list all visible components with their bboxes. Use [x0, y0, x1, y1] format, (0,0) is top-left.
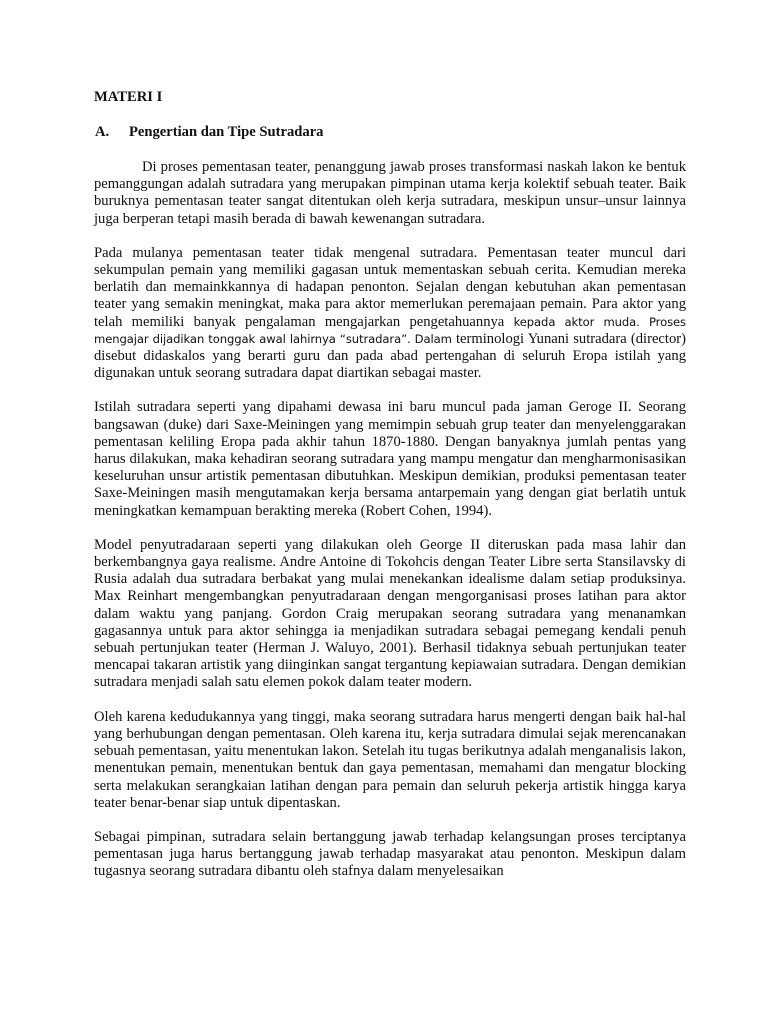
paragraph-2-part-1: Pada mulanya pementasan teater tidak mengenal sutradara. Pementasan teater muncul dari sekumpulan pemain yang memiliki gagasan untuk mementaskan sebuah cerita. Kemudian mereka berlatih dan memainkkannya di hadapan penonton. Sejalan dengan kebutuhan akan pementasan teater yang semakin meningkat, maka para aktor memerlukan peremajaan pemain. Para aktor yang telah memiliki banyak pengalaman mengajarkan pengetahuannya: [94, 244, 686, 330]
paragraph-1: Di proses pementasan teater, penanggung jawab proses transformasi naskah lakon ke bentuk pemanggungan adalah sutradara yang merupakan pimpinan utama kerja kolektif sebuah teater. Baik buruknya pementasan teater sangat ditentukan oleh kerja sutradara, meskipun unsur–unsur lainnya juga berperan tetapi masih berada di bawah kewenangan sutradara.: [94, 159, 686, 227]
paragraph-3: Istilah sutradara seperti yang dipahami dewasa ini baru muncul pada jaman Geroge II. Seorang bangsawan (duke) dari Saxe-Meiningen yang memimpin sebuah grup teater dan menyelenggarakan pementasan keliling Eropa pada akhir tahun 1870-1880. Dengan banyaknya jumlah pentas yang harus dilakukan, maka kehadiran seorang sutradara yang mampu mengatur dan mengharmonisasikan keseluruhan unsur artistik pementasan dibutuhkan. Meskipun demikian, produksi pementasan teater Saxe-Meiningen masih mengutamakan kerja bersama antarpemain yang dengan giat berlatih untuk meningkatkan kemampuan berakting mereka (Robert Cohen, 1994).: [94, 399, 686, 519]
paragraph-2-part-3: terminologi Yunani sutradara (director) disebut didaskalos yang berarti guru dan pada abad pertengahan di seluruh Eropa istilah yang digunakan untuk seorang sutradara dapat diartikan sebagai master.: [94, 330, 686, 382]
paragraph-2: [94, 245, 686, 383]
paragraph-4: Model penyutradaraan seperti yang dilakukan oleh George II diteruskan pada masa lahir dan berkembangnya gaya realisme. Andre Antoine di Tokohcis dengan Teater Libre serta Stansilavsky di Rusia adalah dua sutradara berbakat yang mulai menekankan idealisme dalam setiap produksinya. Max Reinhart mengembangkan penyutradaraan dengan mengorganisasi proses latihan para aktor dalam waktu yang panjang. Gordon Craig merupakan seorang sutradara yang menanamkan gagasannya untuk para aktor sehingga ia menjadikan sutradara sebagai pemegang kendali penuh sebuah pertunjukan teater (Herman J. Waluyo, 2001). Berhasil tidaknya sebuah pertunjukan teater mencapai takaran artistik yang diinginkan sangat tergantung kepiawaian sutradara. Dengan demikian sutradara menjadi salah satu elemen pokok dalam teater modern.: [94, 536, 686, 691]
paragraph-2-part-2: kepada aktor muda. Proses mengajar dijadikan tonggak awal lahirnya “sutradara”. Dalam: [94, 314, 686, 346]
section-heading-text: Pengertian dan Tipe Sutradara: [129, 124, 324, 140]
document-body: [94, 89, 686, 881]
paragraph-5: Oleh karena kedudukannya yang tinggi, maka seorang sutradara harus mengerti dengan baik hal-hal yang berhubungan dengan pementasan. Oleh karena itu, kerja sutradara dimulai sejak merencanakan sebuah pementasan, yaitu menentukan lakon. Setelah itu tugas berikutnya adalah menganalisis lakon, menentukan pemain, menentukan bentuk dan gaya pementasan, memahami dan mengatur blocking serta melakukan serangkaian latihan dengan para pemain dan seluruh pekerja artistik hingga karya teater benar-benar siap untuk dipentaskan.: [94, 708, 686, 811]
section-heading: [94, 124, 686, 141]
paragraph-6: Sebagai pimpinan, sutradara selain bertanggung jawab terhadap kelangsungan proses terciptanya pementasan juga harus bertanggung jawab terhadap masyarakat atau penonton. Meskipun dalam tugasnya seorang sutradara dibantu oleh stafnya dalam menyelesaikan: [94, 828, 686, 880]
section-letter: A.: [95, 124, 110, 140]
document-title: MATERI I: [94, 89, 163, 105]
